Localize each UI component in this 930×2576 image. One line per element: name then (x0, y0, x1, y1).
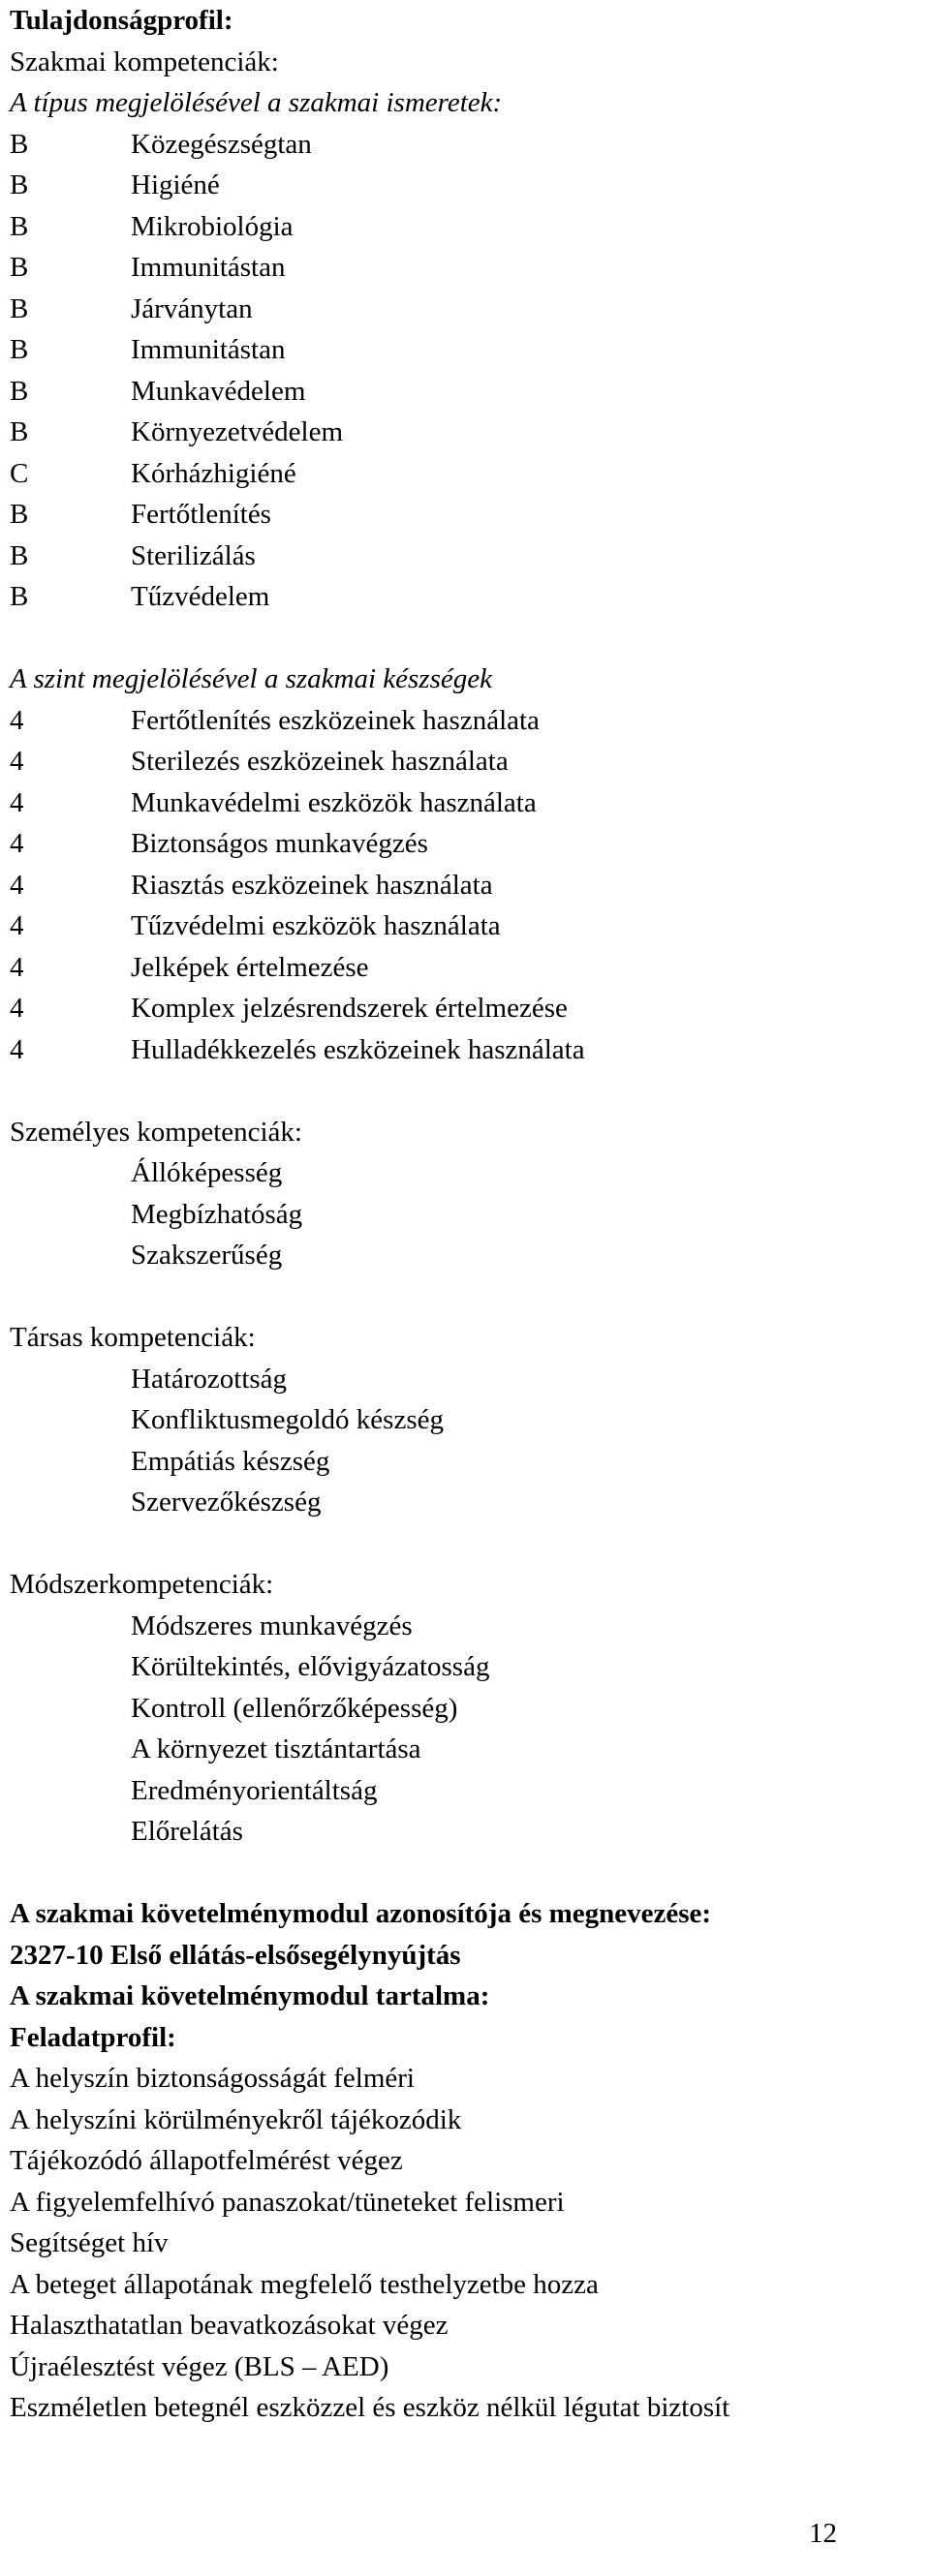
page-number: 12 (809, 2518, 837, 2549)
module-id-heading: A szakmai követelménymodul azonosítója és megnevezése: (10, 1898, 712, 1929)
social-heading: Társas kompetenciák: (10, 1322, 256, 1353)
method-heading: Módszerkompetenciák: (10, 1569, 274, 1600)
item-label: Tűzvédelmi eszközök használata (131, 910, 501, 941)
task-profile-heading: Feladatprofil: (10, 2021, 176, 2053)
item-label: Hulladékkezelés eszközeinek használata (131, 1033, 585, 1065)
item-label: Járványtan (131, 292, 253, 324)
list-item (10, 206, 925, 248)
list-item (10, 329, 925, 371)
list-item (10, 536, 925, 577)
type-code: B (10, 128, 29, 160)
list-item (10, 494, 925, 536)
module-name: 2327-10 Első ellátás-elsősegélynyújtás (10, 1939, 461, 1971)
level-code: 4 (10, 910, 24, 941)
personal-heading: Személyes kompetenciák: (10, 1116, 302, 1148)
spacer (10, 1070, 925, 1112)
type-code: B (10, 210, 29, 242)
list-item: Állóképesség (131, 1157, 283, 1188)
task-list (10, 2058, 925, 2429)
list-item: Halaszthatatlan beavatkozásokat végez (10, 2310, 449, 2341)
item-label: Fertőtlenítés (131, 499, 271, 530)
list-item: Kontroll (ellenőrzőképesség) (131, 1692, 458, 1724)
list-item: Empátiás készség (131, 1445, 330, 1477)
list-item (10, 289, 925, 330)
personal-list (10, 1152, 925, 1276)
item-label: Immunitástan (131, 334, 286, 365)
list-item: Eszméletlen betegnél eszközzel és eszköz nélkül légutat biztosít (10, 2392, 730, 2423)
item-label: Biztonságos munkavégzés (131, 828, 428, 859)
list-item: A beteget állapotának megfelelő testhelyzetbe hozza (10, 2268, 599, 2300)
spacer (10, 1523, 925, 1565)
item-label: Közegészségtan (131, 128, 312, 160)
level-code: 4 (10, 828, 24, 859)
list-item: Szervezőkészség (131, 1487, 322, 1518)
list-item: Segítséget hív (10, 2227, 169, 2258)
level-code: 4 (10, 951, 24, 983)
social-list (10, 1359, 925, 1523)
item-label: Munkavédelem (131, 375, 306, 407)
list-item: Körültekintés, elővigyázatosság (131, 1651, 490, 1682)
item-label: Riasztás eszközeinek használata (131, 869, 493, 901)
list-item (10, 988, 925, 1029)
item-label: Munkavédelmi eszközök használata (131, 786, 537, 818)
list-item: A figyelemfelhívó panaszokat/tüneteket felismeri (10, 2186, 565, 2218)
type-code: C (10, 457, 29, 489)
list-item (10, 247, 925, 289)
item-label: Higiéné (131, 169, 220, 200)
method-list (10, 1606, 925, 1853)
list-item: Módszeres munkavégzés (131, 1610, 413, 1641)
list-item (10, 905, 925, 947)
item-label: Mikrobiológia (131, 210, 294, 242)
list-item (10, 865, 925, 906)
document-page (10, 0, 925, 2429)
profile-title: Tulajdonságprofil: (10, 5, 233, 36)
level-code: 4 (10, 746, 24, 777)
list-item (10, 124, 925, 166)
item-label: Tűzvédelem (131, 581, 270, 612)
module-content-heading: A szakmai követelménymodul tartalma: (10, 1980, 490, 2011)
list-item: Újraélesztést végez (BLS – AED) (10, 2350, 389, 2382)
item-label: Sterilezés eszközeinek használata (131, 746, 509, 777)
type-code: B (10, 334, 29, 365)
list-item (10, 741, 925, 782)
knowledge-heading: A típus megjelölésével a szakmai ismeretek: (10, 87, 503, 118)
spacer (10, 1853, 925, 1894)
list-item (10, 823, 925, 865)
level-code: 4 (10, 786, 24, 818)
skills-heading: A szint megjelölésével a szakmai készségek (10, 663, 492, 694)
item-label: Fertőtlenítés eszközeinek használata (131, 704, 540, 736)
level-code: 4 (10, 704, 24, 736)
list-item: A környezet tisztántartása (131, 1733, 421, 1764)
list-item (10, 165, 925, 206)
list-item (10, 371, 925, 413)
type-code: B (10, 416, 29, 447)
item-label: Immunitástan (131, 252, 286, 283)
list-item: Konfliktusmegoldó készség (131, 1404, 444, 1435)
type-code: B (10, 581, 29, 612)
list-item: Határozottság (131, 1363, 288, 1395)
knowledge-list (10, 124, 925, 618)
list-item (10, 700, 925, 742)
item-label: Sterilizálás (131, 539, 256, 571)
item-label: Kórházhigiéné (131, 457, 296, 489)
list-item: Szakszerűség (131, 1240, 283, 1271)
list-item (10, 1029, 925, 1071)
type-code: B (10, 499, 29, 530)
list-item: Eredményorientáltság (131, 1774, 378, 1806)
list-item (10, 412, 925, 453)
list-item: Tájékozódó állapotfelmérést végez (10, 2145, 403, 2176)
list-item: A helyszín biztonságosságát felméri (10, 2063, 415, 2094)
type-code: B (10, 375, 29, 407)
list-item (10, 782, 925, 824)
spacer (10, 618, 925, 659)
list-item (10, 947, 925, 989)
item-label: Jelképek értelmezése (131, 951, 369, 983)
spacer (10, 1276, 925, 1318)
level-code: 4 (10, 1033, 24, 1065)
list-item: Előrelátás (131, 1816, 243, 1847)
list-item: A helyszíni körülményekről tájékozódik (10, 2103, 462, 2135)
level-code: 4 (10, 993, 24, 1024)
level-code: 4 (10, 869, 24, 901)
type-code: B (10, 252, 29, 283)
type-code: B (10, 292, 29, 324)
type-code: B (10, 539, 29, 571)
list-item: Megbízhatóság (131, 1198, 303, 1230)
skills-list (10, 700, 925, 1071)
list-item (10, 453, 925, 495)
type-code: B (10, 169, 29, 200)
list-item (10, 576, 925, 618)
item-label: Környezetvédelem (131, 416, 344, 447)
item-label: Komplex jelzésrendszerek értelmezése (131, 993, 568, 1024)
professional-heading: Szakmai kompetenciák: (10, 46, 279, 77)
